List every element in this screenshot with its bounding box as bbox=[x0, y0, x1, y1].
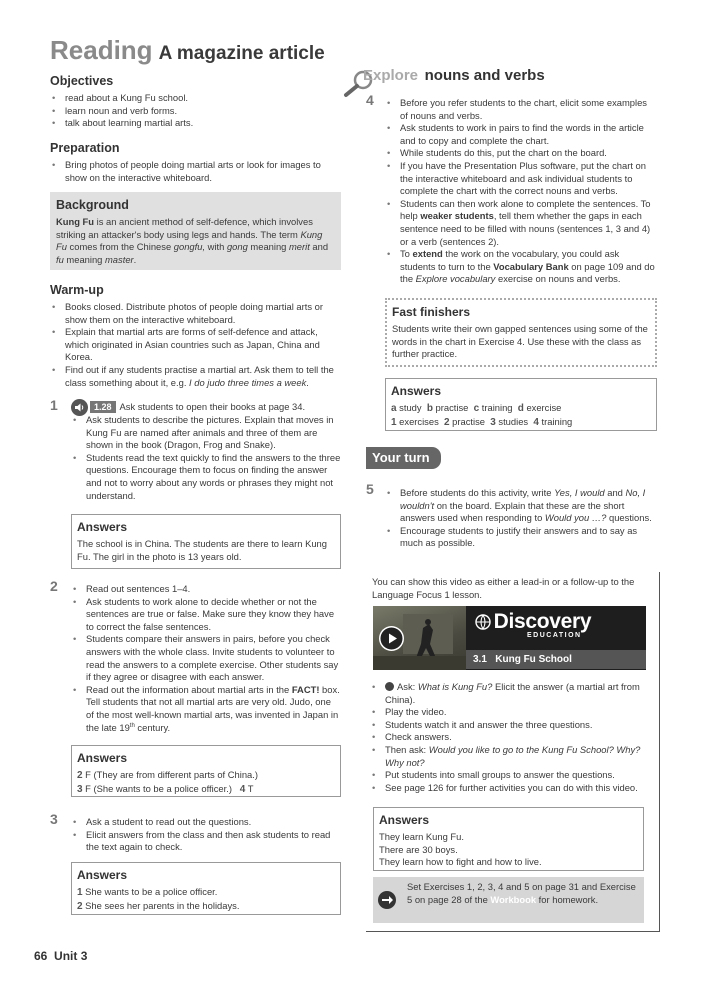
list-item: • Check answers. bbox=[370, 731, 650, 744]
video-caption: 3.1 Kung Fu School bbox=[466, 650, 646, 669]
answers-box-2 bbox=[71, 745, 341, 797]
homework-arrow-icon bbox=[377, 890, 397, 914]
list-item: • Ask: What is Kung Fu? Elicit the answer (a martial art from China). bbox=[370, 681, 650, 706]
list-item: • Play the video. bbox=[370, 706, 650, 719]
background-text: Kung Fu is an ancient method of self-defence, which involves striking an attacker's body using legs and hands. The term Kung Fu comes from the Chinese gongfu, with gong meaning merit and fu meaning master. bbox=[56, 216, 329, 265]
exercise-intro: Ask students to open their books at page 34. bbox=[119, 400, 306, 412]
objectives-section bbox=[50, 74, 340, 130]
list-item: • To extend the work on the vocabulary, you could ask students to turn to the Vocabulary Bank on page 109 and do the Explore vocabulary exercise on nouns and verbs. bbox=[385, 248, 657, 286]
your-turn-label: Your turn bbox=[366, 447, 441, 469]
background-heading: Background bbox=[56, 198, 129, 212]
list-item: • Before you refer students to the chart, elicit some examples of nouns and verbs. bbox=[385, 97, 657, 122]
page-number: 66 bbox=[34, 949, 48, 963]
exercise-2 bbox=[71, 583, 341, 734]
homework-text: Set Exercises 1, 2, 3, 4 and 5 on page 31 and Exercise 5 on page 28 of the Workbook for homework. bbox=[407, 881, 636, 905]
list-item: • read about a Kung Fu school. bbox=[50, 92, 340, 105]
title-subtitle: A magazine article bbox=[158, 43, 325, 64]
list-item: • Ask students to work in pairs to find the words in the article and to copy and complete the chart. bbox=[385, 122, 657, 147]
list-item: • Students can then work alone to complete the sentences. To help weaker students, tell them whether the gaps in each sentence need to be filled with nouns (sentences 1, 3 and 4) or a verb (sentences 2). bbox=[385, 198, 657, 248]
list-item: • Bring photos of people doing martial arts or look for images to show on the interactive whiteboard. bbox=[50, 159, 340, 184]
answers-box-4 bbox=[385, 378, 657, 431]
list-item: • Explain that martial arts are forms of self-defence and attack, which originated in Asian countries such as Japan, China and Korea. bbox=[50, 326, 340, 364]
list-item: • Ask students to describe the pictures. Explain that moves in Kung Fu are named after animals and three of them are shown in the book (Dragon, Frog and Snake). bbox=[71, 414, 341, 452]
answers-text: The school is in China. The students are there to learn Kung Fu. The girl in the photo is 13 years old. bbox=[77, 538, 327, 562]
fast-finishers-box bbox=[385, 298, 657, 367]
answer-line: 2 She sees her parents in the holidays. bbox=[77, 899, 240, 912]
track-badge: 1.28 bbox=[90, 401, 116, 413]
answer-line: They learn Kung Fu. bbox=[379, 831, 464, 842]
page-footer bbox=[34, 950, 87, 963]
exercise-number: 4 bbox=[366, 92, 374, 108]
page-title bbox=[50, 36, 325, 64]
list-item: • If you have the Presentation Plus software, put the chart on the interactive whiteboard and ask individual students to complete the chart with the correct nouns and verbs. bbox=[385, 160, 657, 198]
exercise-5 bbox=[385, 487, 657, 550]
video-intro: You can show this video as either a lead-in or a follow-up to the Language Focus 1 lesson. bbox=[372, 576, 635, 600]
list-item: • Read out the information about martial arts in the FACT! box. Tell students that not all martial arts are very old. Judo, one of the most well-known martial arts, was invented in Japan in the late 19th century. bbox=[71, 684, 341, 734]
answer-line: There are 30 boys. bbox=[379, 843, 458, 855]
answers-heading: Answers bbox=[77, 520, 128, 534]
exercise-number: 3 bbox=[50, 811, 58, 827]
discovery-logo: Discovery EDUCATION bbox=[475, 610, 645, 640]
fast-finishers-text: Students write their own gapped sentences using some of the words in the chart in Exercise 4. Use these with the class as further practice. bbox=[392, 323, 648, 360]
play-mini-icon bbox=[385, 682, 394, 691]
unit-label: Unit 3 bbox=[54, 949, 88, 963]
objectives-heading: Objectives bbox=[50, 74, 114, 88]
answers-box-3 bbox=[71, 862, 341, 915]
answers-heading: Answers bbox=[391, 384, 442, 398]
list-item: • Elicit answers from the class and then ask students to read the text again to check. bbox=[71, 829, 341, 854]
exercise-number: 1 bbox=[50, 397, 58, 413]
title-reading: Reading bbox=[50, 35, 153, 65]
list-item: • Students watch it and answer the three questions. bbox=[370, 719, 650, 732]
audio-icon[interactable] bbox=[71, 399, 88, 416]
preparation-section bbox=[50, 141, 340, 184]
list-item: • Students read the text quickly to find the answers to the three questions. Encourage them to focus on finding the answer and not to worry about any words or phrases they might not understand. bbox=[71, 452, 341, 502]
video-thumbnail[interactable] bbox=[373, 606, 646, 670]
fast-finishers-heading: Fast finishers bbox=[392, 305, 471, 319]
list-item: • While students do this, put the chart on the board. bbox=[385, 147, 657, 160]
list-item: • Ask a student to read out the questions. bbox=[71, 816, 341, 829]
explore-word: Explore bbox=[363, 67, 419, 84]
video-panel bbox=[366, 572, 660, 932]
list-item: • Put students into small groups to answer the questions. bbox=[370, 769, 650, 782]
list-item: • See page 126 for further activities you can do with this video. bbox=[370, 782, 650, 795]
explore-title: nouns and verbs bbox=[424, 67, 545, 84]
list-item: • Then ask: Would you like to go to the Kung Fu School? Why? Why not? bbox=[370, 744, 650, 769]
list-item: • learn noun and verb forms. bbox=[50, 105, 340, 118]
play-button[interactable] bbox=[379, 626, 404, 651]
answers-box-1 bbox=[71, 514, 341, 569]
exercise-number: 5 bbox=[366, 481, 374, 497]
answers-box-video bbox=[373, 807, 644, 871]
homework-box bbox=[373, 877, 644, 923]
answer-line: 1 exercises 2 practise 3 studies 4 training bbox=[391, 415, 573, 428]
answers-heading: Answers bbox=[379, 813, 430, 827]
list-item: • Students compare their answers in pairs, before you check answers with the whole class. Invite students to volunteer to read the answers to a complete exercise. Other students say if they agree or disagree with each answer. bbox=[71, 633, 341, 683]
explore-heading bbox=[343, 67, 545, 84]
answer-line: 2 F (They are from different parts of China.) bbox=[77, 769, 258, 781]
list-item: • Encourage students to justify their answers and to say as much as possible. bbox=[385, 525, 657, 550]
answer-line: They learn how to fight and how to live. bbox=[379, 856, 542, 868]
answers-heading: Answers bbox=[77, 751, 128, 765]
warmup-section bbox=[50, 283, 340, 389]
exercise-3 bbox=[71, 816, 341, 854]
list-item: • Books closed. Distribute photos of people doing martial arts or show them on the interactive whiteboard. bbox=[50, 301, 340, 326]
answer-line: a study b practise c training d exercise bbox=[391, 402, 562, 414]
list-item: • Before students do this activity, write Yes, I would and No, I wouldn't on the board. Explain that these are the short answers used when responding to Would you …? questions. bbox=[385, 487, 657, 525]
answers-heading: Answers bbox=[77, 868, 128, 882]
warmup-heading: Warm-up bbox=[50, 283, 104, 297]
exercise-4 bbox=[385, 97, 657, 286]
background-box bbox=[50, 192, 341, 270]
exercise-1 bbox=[71, 400, 341, 502]
globe-icon bbox=[475, 614, 491, 634]
list-item: • Find out if any students practise a martial art. Ask them to tell the class something about it, e.g. I do judo three times a week. bbox=[50, 364, 340, 389]
list-item: • Read out sentences 1–4. bbox=[71, 583, 341, 596]
preparation-heading: Preparation bbox=[50, 141, 120, 155]
answer-line: 3 F (She wants to be a police officer.) 4 T bbox=[77, 782, 254, 795]
exercise-number: 2 bbox=[50, 578, 58, 594]
answer-line: 1 She wants to be a police officer. bbox=[77, 886, 218, 898]
list-item: • talk about learning martial arts. bbox=[50, 117, 340, 130]
video-instructions bbox=[370, 681, 650, 794]
list-item: • Ask students to work alone to decide whether or not the sentences are true or false. Make sure they know they have to correct the false sentences. bbox=[71, 596, 341, 634]
